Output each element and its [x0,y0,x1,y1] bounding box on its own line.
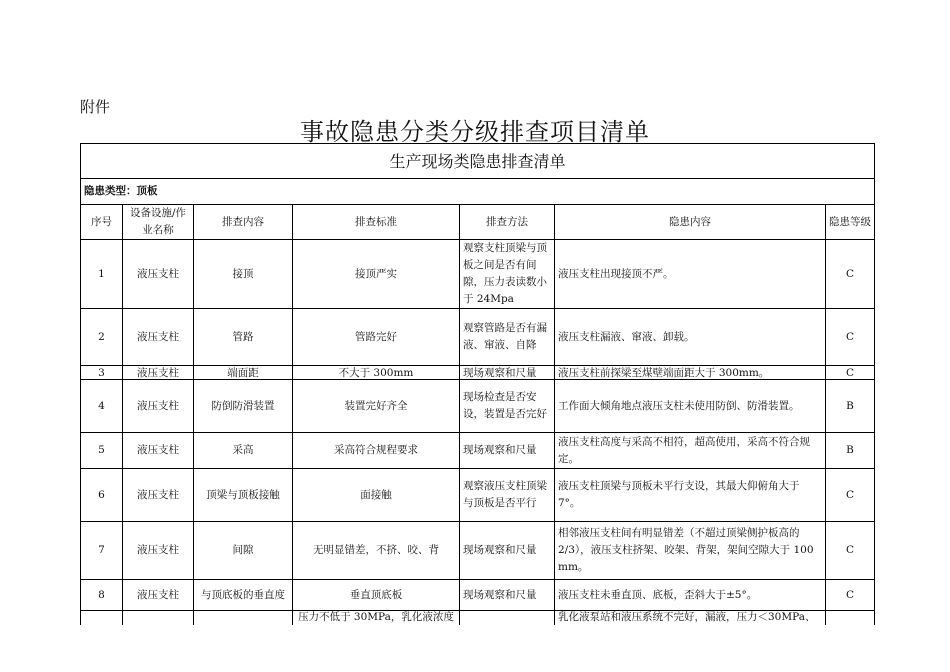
cell-standard: 垂直顶底板 [293,580,460,611]
cell-content: 接顶 [194,240,293,309]
cell-hazard: 液压支柱高度与采高不相符，超高使用，采高不符合规定。 [555,433,826,469]
cell-seq: 6 [81,469,123,522]
cell-level: B [826,433,875,469]
cell-seq: 4 [81,380,123,433]
cell-method: 现场观察和尺量 [460,366,555,380]
header-standard: 排查标准 [293,205,460,240]
header-level: 隐患等级 [826,205,875,240]
cell-hazard: 乳化液泵站和液压系统不完好，漏液，压力＜30MPa、 [555,611,826,626]
cell-hazard: 液压支柱未垂直顶、底板，歪斜大于±5°。 [555,580,826,611]
cell-level: C [826,522,875,580]
table-row [81,366,875,380]
cell-standard: 采高符合规程要求 [293,433,460,469]
cell-content: 间隙 [194,522,293,580]
cell-seq: 5 [81,433,123,469]
cell-method: 现场观察和尺量 [460,433,555,469]
hazard-checklist-table [80,143,875,625]
cell-standard: 面接触 [293,469,460,522]
table-subtitle: 生产现场类隐患排查清单 [81,144,875,179]
cell-seq [81,611,123,626]
header-hazard: 隐患内容 [555,205,826,240]
cell-facility [123,611,194,626]
cell-level: C [826,580,875,611]
cell-facility: 液压支柱 [123,240,194,309]
cell-standard: 不大于 300mm [293,366,460,380]
cell-facility: 液压支柱 [123,522,194,580]
cell-facility: 液压支柱 [123,366,194,380]
cell-standard: 压力不低于 30MPa，乳化液浓度 [293,611,460,626]
table-row [81,611,875,626]
cell-hazard: 液压支柱顶梁与顶板未平行支设，其最大仰俯角大于 7°。 [555,469,826,522]
cell-hazard: 相邻液压支柱间有明显错差（不超过顶梁侧护板高的 2/3），液压支柱挤架、咬架、背架，架间空隙大于 100 mm。 [555,522,826,580]
attachment-label: 附件 [80,98,111,116]
header-facility: 设备设施/作业名称 [123,205,194,240]
cell-level: C [826,309,875,366]
cell-facility: 液压支柱 [123,309,194,366]
cell-level: C [826,366,875,380]
cell-standard: 无明显错差，不挤、咬、背 [293,522,460,580]
cell-level: C [826,240,875,309]
cell-standard: 接顶严实 [293,240,460,309]
cell-content [194,611,293,626]
document-title: 事故隐患分类分级排查项目清单 [300,118,650,146]
cell-seq: 8 [81,580,123,611]
cell-method [460,611,555,626]
cell-content: 管路 [194,309,293,366]
cell-seq: 7 [81,522,123,580]
cell-level: C [826,469,875,522]
table-row [81,309,875,366]
header-seq: 序号 [81,205,123,240]
cell-seq: 3 [81,366,123,380]
cell-seq: 2 [81,309,123,366]
table-row [81,433,875,469]
cell-standard: 管路完好 [293,309,460,366]
cell-method: 现场观察和尺量 [460,580,555,611]
hazard-type-label: 隐患类型：顶板 [81,179,875,205]
cell-content: 与顶底板的垂直度 [194,580,293,611]
table-row [81,580,875,611]
cell-hazard: 液压支柱前探梁至煤壁端面距大于 300mm。 [555,366,826,380]
header-content: 排查内容 [194,205,293,240]
cell-level: B [826,380,875,433]
cell-hazard: 工作面大倾角地点液压支柱未使用防倒、防滑装置。 [555,380,826,433]
header-row [81,205,875,240]
table-row [81,380,875,433]
cell-method: 观察管路是否有漏液、窜液、自降 [460,309,555,366]
table-row [81,240,875,309]
cell-facility: 液压支柱 [123,380,194,433]
cell-method: 观察支柱顶梁与顶板之间是否有间隙，压力表读数小于 24Mpa [460,240,555,309]
cell-seq: 1 [81,240,123,309]
cell-facility: 液压支柱 [123,433,194,469]
cell-facility: 液压支柱 [123,469,194,522]
cell-hazard: 液压支柱漏液、窜液、卸载。 [555,309,826,366]
cell-method: 观察液压支柱顶梁与顶板是否平行 [460,469,555,522]
cell-method: 现场观察和尺量 [460,522,555,580]
cell-method: 现场检查是否安设，装置是否完好 [460,380,555,433]
cell-content: 采高 [194,433,293,469]
cell-content: 顶梁与顶板接触 [194,469,293,522]
cell-level [826,611,875,626]
table-row [81,469,875,522]
cell-content: 端面距 [194,366,293,380]
table-row [81,522,875,580]
cell-standard: 装置完好齐全 [293,380,460,433]
cell-facility: 液压支柱 [123,580,194,611]
cell-hazard: 液压支柱出现接顶不严。 [555,240,826,309]
header-method: 排查方法 [460,205,555,240]
cell-content: 防倒防滑装置 [194,380,293,433]
